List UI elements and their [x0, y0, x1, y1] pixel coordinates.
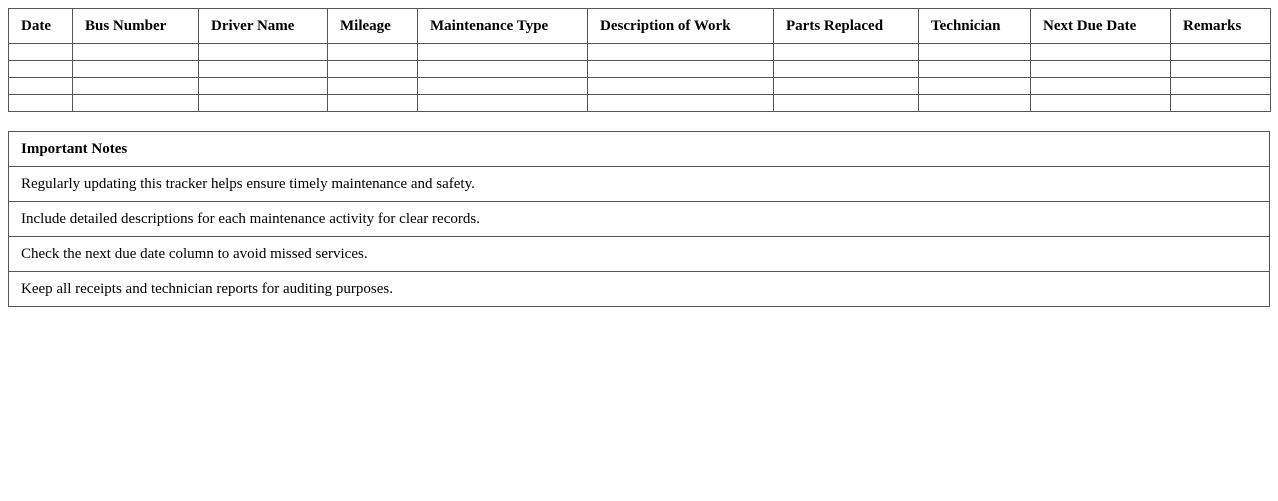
- column-header-bus-number: Bus Number: [73, 9, 199, 44]
- maintenance-tracker-table: [8, 8, 1271, 112]
- table-cell[interactable]: [919, 44, 1031, 61]
- table-row: [9, 95, 1271, 112]
- table-cell[interactable]: [919, 78, 1031, 95]
- column-header-date: Date: [9, 9, 73, 44]
- list-item: [9, 272, 1270, 307]
- table-cell[interactable]: [418, 78, 588, 95]
- table-cell[interactable]: [1171, 44, 1271, 61]
- column-header-remarks: Remarks: [1171, 9, 1271, 44]
- table-cell[interactable]: [774, 61, 919, 78]
- column-header-driver-name: Driver Name: [199, 9, 328, 44]
- table-row: [9, 61, 1271, 78]
- table-cell[interactable]: [199, 61, 328, 78]
- table-cell[interactable]: [1031, 78, 1171, 95]
- table-cell[interactable]: [9, 95, 73, 112]
- table-cell[interactable]: [73, 44, 199, 61]
- table-cell[interactable]: [774, 95, 919, 112]
- table-cell[interactable]: [1171, 95, 1271, 112]
- table-cell[interactable]: [199, 44, 328, 61]
- note-text: Keep all receipts and technician reports for auditing purposes.: [9, 272, 1270, 307]
- table-row: [9, 44, 1271, 61]
- list-item: [9, 167, 1270, 202]
- table-cell[interactable]: [588, 61, 774, 78]
- table-cell[interactable]: [774, 78, 919, 95]
- table-cell[interactable]: [9, 61, 73, 78]
- note-text: Check the next due date column to avoid missed services.: [9, 237, 1270, 272]
- table-cell[interactable]: [588, 95, 774, 112]
- important-notes-table: [8, 131, 1270, 307]
- table-cell[interactable]: [328, 61, 418, 78]
- column-header-maintenance-type: Maintenance Type: [418, 9, 588, 44]
- table-cell[interactable]: [1171, 61, 1271, 78]
- table-row: [9, 78, 1271, 95]
- table-cell[interactable]: [73, 95, 199, 112]
- notes-header-row: [9, 132, 1270, 167]
- table-cell[interactable]: [1171, 78, 1271, 95]
- table-cell[interactable]: [919, 95, 1031, 112]
- table-cell[interactable]: [418, 95, 588, 112]
- note-text: Include detailed descriptions for each maintenance activity for clear records.: [9, 202, 1270, 237]
- table-cell[interactable]: [1031, 95, 1171, 112]
- table-cell[interactable]: [199, 95, 328, 112]
- column-header-technician: Technician: [919, 9, 1031, 44]
- table-cell[interactable]: [418, 61, 588, 78]
- column-header-description-of-work: Description of Work: [588, 9, 774, 44]
- table-cell[interactable]: [1031, 44, 1171, 61]
- table-cell[interactable]: [328, 78, 418, 95]
- table-cell[interactable]: [328, 95, 418, 112]
- table-cell[interactable]: [9, 78, 73, 95]
- table-cell[interactable]: [9, 44, 73, 61]
- list-item: [9, 202, 1270, 237]
- column-header-parts-replaced: Parts Replaced: [774, 9, 919, 44]
- table-cell[interactable]: [774, 44, 919, 61]
- column-header-next-due-date: Next Due Date: [1031, 9, 1171, 44]
- table-cell[interactable]: [418, 44, 588, 61]
- page-content: [8, 8, 1270, 307]
- table-cell[interactable]: [73, 61, 199, 78]
- table-header-row: [9, 9, 1271, 44]
- table-cell[interactable]: [73, 78, 199, 95]
- note-text: Regularly updating this tracker helps ensure timely maintenance and safety.: [9, 167, 1270, 202]
- list-item: [9, 237, 1270, 272]
- table-cell[interactable]: [199, 78, 328, 95]
- table-cell[interactable]: [588, 44, 774, 61]
- table-cell[interactable]: [588, 78, 774, 95]
- table-cell[interactable]: [919, 61, 1031, 78]
- column-header-mileage: Mileage: [328, 9, 418, 44]
- table-cell[interactable]: [1031, 61, 1171, 78]
- notes-title: Important Notes: [9, 132, 1270, 167]
- table-cell[interactable]: [328, 44, 418, 61]
